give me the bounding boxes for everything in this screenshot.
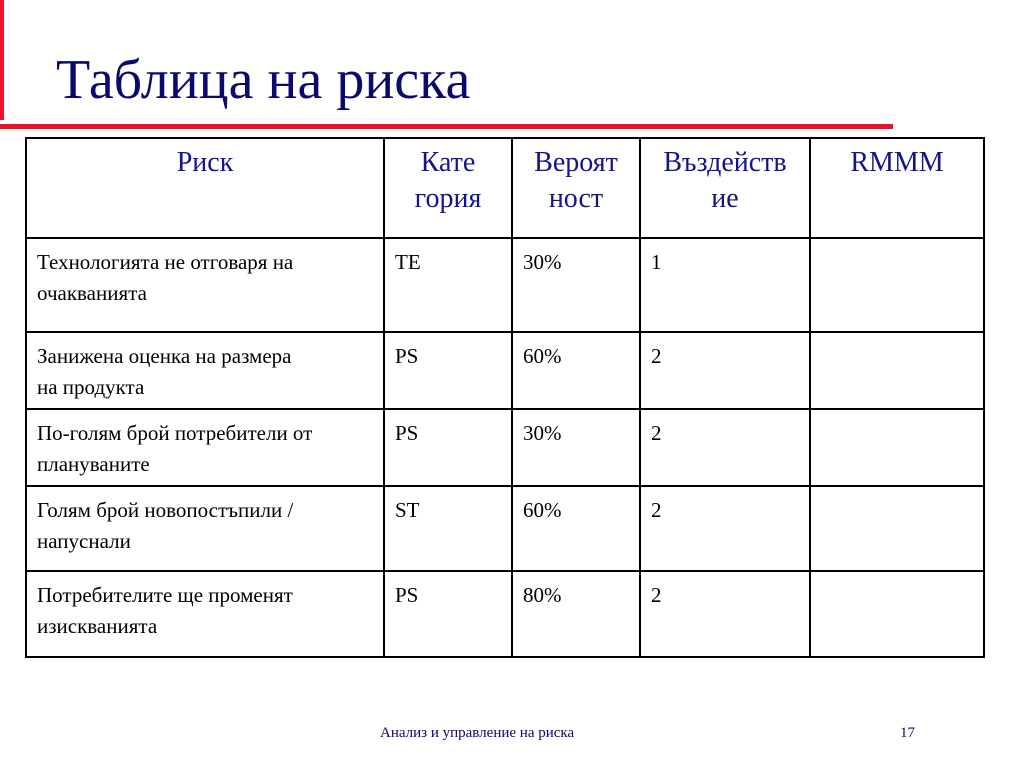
header-impact: Въздейств ие bbox=[640, 138, 810, 238]
cell-impact: 2 bbox=[640, 332, 810, 409]
cell-category: ST bbox=[384, 486, 512, 571]
cell-risk: Технологията не отговаря на очакванията bbox=[26, 238, 384, 332]
header-category: Кате гория bbox=[384, 138, 512, 238]
title-accent-vertical bbox=[0, 0, 4, 120]
slide-title: Таблица на риска bbox=[56, 49, 471, 111]
cell-risk: Занижена оценка на размера на продукта bbox=[26, 332, 384, 409]
table-row bbox=[26, 332, 984, 409]
slide-footer: Анализ и управление на риска bbox=[380, 725, 575, 741]
header-probability: Вероят ност bbox=[512, 138, 640, 238]
cell-probability: 30% bbox=[512, 238, 640, 332]
header-risk: Риск bbox=[26, 138, 384, 238]
cell-risk: Потребителите ще променят изискванията bbox=[26, 571, 384, 657]
cell-impact: 1 bbox=[640, 238, 810, 332]
table-row bbox=[26, 571, 984, 657]
cell-category: PS bbox=[384, 332, 512, 409]
cell-rmmm bbox=[810, 409, 984, 486]
title-underline-rule bbox=[0, 124, 893, 129]
risk-table bbox=[25, 137, 985, 658]
page-number: 17 bbox=[900, 725, 915, 741]
cell-category: PS bbox=[384, 571, 512, 657]
cell-probability: 60% bbox=[512, 486, 640, 571]
cell-rmmm bbox=[810, 486, 984, 571]
table-row bbox=[26, 238, 984, 332]
cell-impact: 2 bbox=[640, 409, 810, 486]
cell-risk: Голям брой новопостъпили / напуснали bbox=[26, 486, 384, 571]
cell-impact: 2 bbox=[640, 571, 810, 657]
cell-category: TE bbox=[384, 238, 512, 332]
table-row bbox=[26, 409, 984, 486]
cell-probability: 60% bbox=[512, 332, 640, 409]
cell-risk: По-голям брой потребители от плануваните bbox=[26, 409, 384, 486]
header-rmmm: RMMM bbox=[810, 138, 984, 238]
cell-rmmm bbox=[810, 571, 984, 657]
cell-rmmm bbox=[810, 238, 984, 332]
cell-category: PS bbox=[384, 409, 512, 486]
cell-rmmm bbox=[810, 332, 984, 409]
table-row bbox=[26, 486, 984, 571]
cell-probability: 80% bbox=[512, 571, 640, 657]
table-header-row bbox=[26, 138, 984, 238]
cell-impact: 2 bbox=[640, 486, 810, 571]
cell-probability: 30% bbox=[512, 409, 640, 486]
